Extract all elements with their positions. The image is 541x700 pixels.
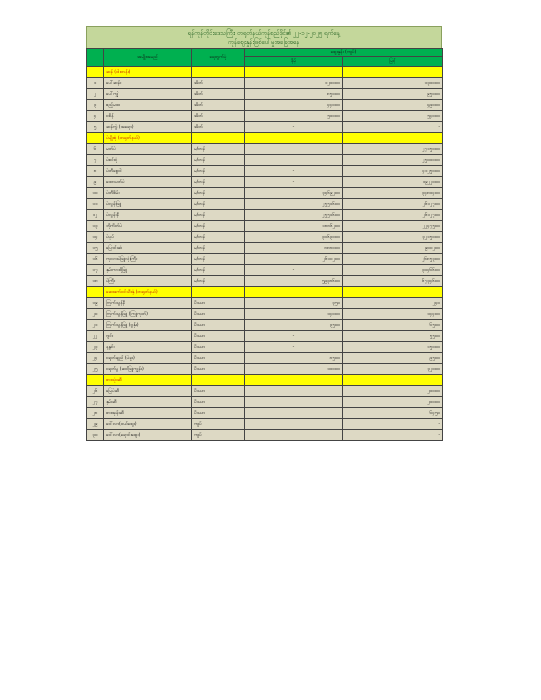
table-row [87,331,443,342]
header-low: နိမ့် [245,57,343,67]
title-line-1: ရန်ကုန်တိုင်းဒေသကြီး၊ တရုတ်နယ်ကုန်စည်ဒိုင်၏ ၂၂-၁၂-၂၀၂၅ ရက်နေ့ [187,30,341,37]
row-unit: ပိဿာ [192,320,245,331]
table-row [87,342,443,353]
section-label: ပဲမျိုးစုံ (တရုတ်နယ်) [104,133,192,144]
table-row [87,320,443,331]
row-low [245,408,343,419]
row-no: ၃၀ [87,430,104,441]
row-low: ၈၈၈၀၀၀ [245,243,343,254]
row-unit: မ/တန် [192,177,245,188]
table-row [87,177,443,188]
section-empty-cell [245,67,343,78]
section-no-cell [87,375,104,386]
row-low: ၂၅၅၁၆၀၀ [245,199,343,210]
row-high: ၉၅၀၀ [343,353,443,364]
row-no: ၉ [87,177,104,188]
row-name: နှမ်းဆီ [104,397,192,408]
row-no: ၁၄ [87,232,104,243]
row-high: ၂၆၁၂၇၀၀ [343,199,443,210]
sheet-title [86,26,442,48]
row-low: - [245,342,343,353]
row-name: ပဲပုပ် [104,232,192,243]
row-name: ကြက်သွန်နီ [104,298,192,309]
row-low: ၃၅၀ [245,298,343,309]
row-no: ၂၆ [87,386,104,397]
row-unit: မ/တန် [192,276,245,287]
row-high: ၃၀၄၆၆၀၀ [343,265,443,276]
row-unit: ပိဿာ [192,298,245,309]
row-name: ပဲတီစိမ်း [104,188,192,199]
table-row [87,309,443,320]
section-empty-cell [245,375,343,386]
row-unit: ပိဿာ [192,353,245,364]
row-name: ဆန်ကွဲ (အရော) [104,122,192,133]
row-low: ၄၄၀၀၀ [245,100,343,111]
row-low: ၂၆၁၀၂၀၀ [245,254,343,265]
row-no: ၁ [87,78,104,89]
row-unit: ပိဿာ [192,397,245,408]
row-name: ငစိန် [104,111,192,122]
row-high: ၁၅၀၀၀ [343,342,443,353]
row-name: မြေပဲဆီ [104,386,192,397]
row-low [245,155,343,166]
section-row [87,67,443,78]
table-row [87,232,443,243]
row-high: ၅၄၀၀၀ [343,111,443,122]
table-row [87,254,443,265]
row-no: ၁၈ [87,276,104,287]
row-low: - [245,331,343,342]
row-unit: မ/တန် [192,265,245,276]
section-no-cell [87,133,104,144]
row-name: နှမ်းကားဝိုဖြူ [104,265,192,276]
row-high: ၆၄၅၀ [343,408,443,419]
row-low: ၈၅၀၀၀ [245,89,343,100]
section-empty-cell [343,67,443,78]
price-sheet [86,26,442,441]
header-price-group: စျေးနှုန်း (ကျပ်) [245,49,443,57]
title-line-2: ကုန်စျေးနှုန်းဖြစ်ပေါ်မှုအခြေအနေ [228,39,300,46]
row-low: - [245,122,343,133]
row-low: ၃၄၆၉၂၀၀ [245,188,343,199]
row-high: ၂၂၄၇၅၀၀ [343,221,443,232]
table-row [87,397,443,408]
row-no: ၄ [87,111,104,122]
row-low: - [245,265,343,276]
row-high: ၂၆၁၂၇၀၀ [343,210,443,221]
row-unit: မ/တန် [192,232,245,243]
row-name: စားအုန်းဆီ [104,408,192,419]
table-row [87,265,443,276]
table-row [87,419,443,430]
row-name: မတ်ပဲ [104,144,192,155]
row-no: ၁၅ [87,243,104,254]
row-high: ၁၄၄၀၀ [343,309,443,320]
row-high: ၃၄၈၀၄၀၀ [343,188,443,199]
row-high: ၄၉၀၀၀ [343,100,443,111]
row-unit: ကျပ် [192,419,245,430]
row-no: ၅ [87,122,104,133]
row-high: ၂၀၀၀၀ [343,386,443,397]
row-unit: မ/တန် [192,221,245,232]
section-label: စားသုံးဆီ [104,375,192,386]
row-unit: အိတ် [192,78,245,89]
row-high: ၁၃၀၀၀၀ [343,78,443,89]
row-name: ကြက်သွန်ဖြူ (ကြူကုတ်) [104,309,192,320]
row-high: ၆၅၀၀ [343,320,443,331]
section-empty-cell [192,375,245,386]
row-unit: အိတ် [192,111,245,122]
table-row [87,364,443,375]
row-low: ၁၀၀၀၀ [245,364,343,375]
row-low: - [245,166,343,177]
row-low [245,386,343,397]
row-no: ၁၉ [87,298,104,309]
price-table [86,48,443,441]
header-unit: ရေတွက်ပုံ [192,49,245,67]
section-no-cell [87,67,104,78]
table-row [87,386,443,397]
row-no: ၂၅ [87,364,104,375]
row-low: ၅၀၀၀၀ [245,111,343,122]
row-high: ၁၉၂၂၀၀၀ [343,177,443,188]
section-empty-cell [343,375,443,386]
row-low [245,397,343,408]
row-name: ပဲလွန်းနီ [104,210,192,221]
row-no: ၂၁ [87,320,104,331]
row-name: ဒေါ်လာ(ရောင်းစျေး) [104,430,192,441]
row-high: - [343,419,443,430]
row-high: ၆၇၃၄၆၀၀ [343,276,443,287]
row-name: ပေါ်ကျွဲ [104,89,192,100]
row-name: ပဲတီစွေဝါ [104,166,192,177]
row-no: ၂၈ [87,408,104,419]
row-low: ၁၂၀၀၀၀ [245,78,343,89]
row-unit: ပိဿာ [192,309,245,320]
row-name: ပြောင်းဆံ [104,243,192,254]
row-high: ၅၅၀၀ [343,331,443,342]
row-name: ကြက်သွန်ဖြူ (ဗွန်ုး) [104,320,192,331]
table-row [87,89,443,100]
row-unit: ပိဿာ [192,408,245,419]
row-name: ဒေါ်လာ(ဝယ်စျေး) [104,419,192,430]
header-item: အမျိုးအမည် [104,49,192,67]
table-row [87,408,443,419]
row-unit: မ/တန် [192,155,245,166]
row-unit: အိတ် [192,89,245,100]
row-no: ၂၂ [87,331,104,342]
row-high: ၂၆၈၅၃၀၀ [343,254,443,265]
row-name: နနွင်း [104,342,192,353]
row-unit: မ/တန် [192,166,245,177]
table-row [87,298,443,309]
row-unit: မ/တန် [192,188,245,199]
row-high: ၃၂၁၅၀၀၀ [343,232,443,243]
row-no: ၁၂ [87,210,104,221]
row-no: ၂ [87,89,104,100]
section-row [87,133,443,144]
table-row [87,122,443,133]
row-name: ပဲလွန်းဖြူ [104,199,192,210]
row-unit: မ/တန် [192,144,245,155]
row-no: ၂၃ [87,342,104,353]
table-row [87,210,443,221]
table-row [87,166,443,177]
table-row [87,144,443,155]
row-unit: ပိဿာ [192,386,245,397]
row-name: ဂျင်း [104,331,192,342]
row-no: ၆ [87,144,104,155]
table-row [87,353,443,364]
header-high: မြင့် [343,57,443,67]
row-high: ၂၅၀၀၀၀၀ [343,155,443,166]
table-row [87,221,443,232]
row-low: ၃၅၀၀ [245,320,343,331]
table-row [87,100,443,111]
row-high: - [343,122,443,133]
row-name: ကုလားပဲဖြူလုံးကြီး [104,254,192,265]
row-low: - [245,177,343,188]
row-high: ၉၅၀၀၀ [343,89,443,100]
row-unit: မ/တန် [192,243,245,254]
row-no: ၁၀ [87,188,104,199]
header-no [87,49,104,67]
table-row [87,276,443,287]
row-no: ၂၄ [87,353,104,364]
row-low: ၅၉၃၈၆၀၀ [245,276,343,287]
row-name: ငရုတ်ချည် (ပဲခူး) [104,353,192,364]
row-low: ၂၅၅၁၆၀၀ [245,210,343,221]
row-unit: ပိဿာ [192,342,245,353]
section-label: ဆေးဖက်ဝင်သီးနှံ (တရုတ်နယ်) [104,287,192,298]
row-high: ၂၇၁၅၀၀၀ [343,144,443,155]
table-row [87,111,443,122]
table-row [87,188,443,199]
row-no: ၂၀ [87,309,104,320]
row-no: ၂၇ [87,397,104,408]
row-unit: မ/တန် [192,254,245,265]
row-no: ၂၉ [87,419,104,430]
row-low [245,144,343,155]
row-name: ပေါ်ဆန်း [104,78,192,89]
row-no: ၁၆ [87,254,104,265]
row-no: ၇ [87,155,104,166]
row-name: ဧည့်မထ [104,100,192,111]
row-high: ၉၀၀၂၀၀ [343,243,443,254]
section-empty-cell [192,287,245,298]
section-empty-cell [343,287,443,298]
row-unit: ပိဿာ [192,331,245,342]
table-row [87,430,443,441]
row-high: - [343,430,443,441]
table-row [87,155,443,166]
section-row [87,375,443,386]
row-unit: ပိဿာ [192,364,245,375]
section-empty-cell [192,133,245,144]
section-empty-cell [192,67,245,78]
row-low [245,419,343,430]
table-body [87,67,443,441]
row-unit: အိတ် [192,122,245,133]
section-empty-cell [245,133,343,144]
row-name: ငရုတ်ပွ (ဆင်ဖြူကျွန်း) [104,364,192,375]
section-empty-cell [245,287,343,298]
row-low: ၃၀၆၃၀၀၀ [245,232,343,243]
row-high: ၂၄၀ [343,298,443,309]
row-no: ၁၇ [87,265,104,276]
section-empty-cell [343,133,443,144]
row-high: ၄၁၂၅၀၀၀ [343,166,443,177]
row-no: ၁၃ [87,221,104,232]
section-label: ဆန် (ဝါးတန်း) [104,67,192,78]
row-low [245,430,343,441]
row-name: ပဲစင်းငုံ [104,155,192,166]
row-unit: အိတ် [192,100,245,111]
row-high: ၂၀၀၀၀ [343,397,443,408]
row-name: ဘိုကိတ်ပဲ [104,221,192,232]
row-no: ၁၁ [87,199,104,210]
row-name: ထောပတ်ပဲ [104,177,192,188]
row-no: ၈ [87,166,104,177]
row-unit: ကျပ် [192,430,245,441]
section-no-cell [87,287,104,298]
row-no: ၃ [87,100,104,111]
table-row [87,199,443,210]
row-name: ပဲကြီး [104,276,192,287]
row-low: ၈၅၀၀ [245,353,343,364]
table-row [87,78,443,89]
row-unit: မ/တန် [192,210,245,221]
row-high: ၃၂၀၀၀ [343,364,443,375]
row-low: ၁၈၈၆၂၀၀ [245,221,343,232]
row-low: ၁၄၀၀၀ [245,309,343,320]
section-row [87,287,443,298]
table-row [87,243,443,254]
row-unit: မ/တန် [192,199,245,210]
